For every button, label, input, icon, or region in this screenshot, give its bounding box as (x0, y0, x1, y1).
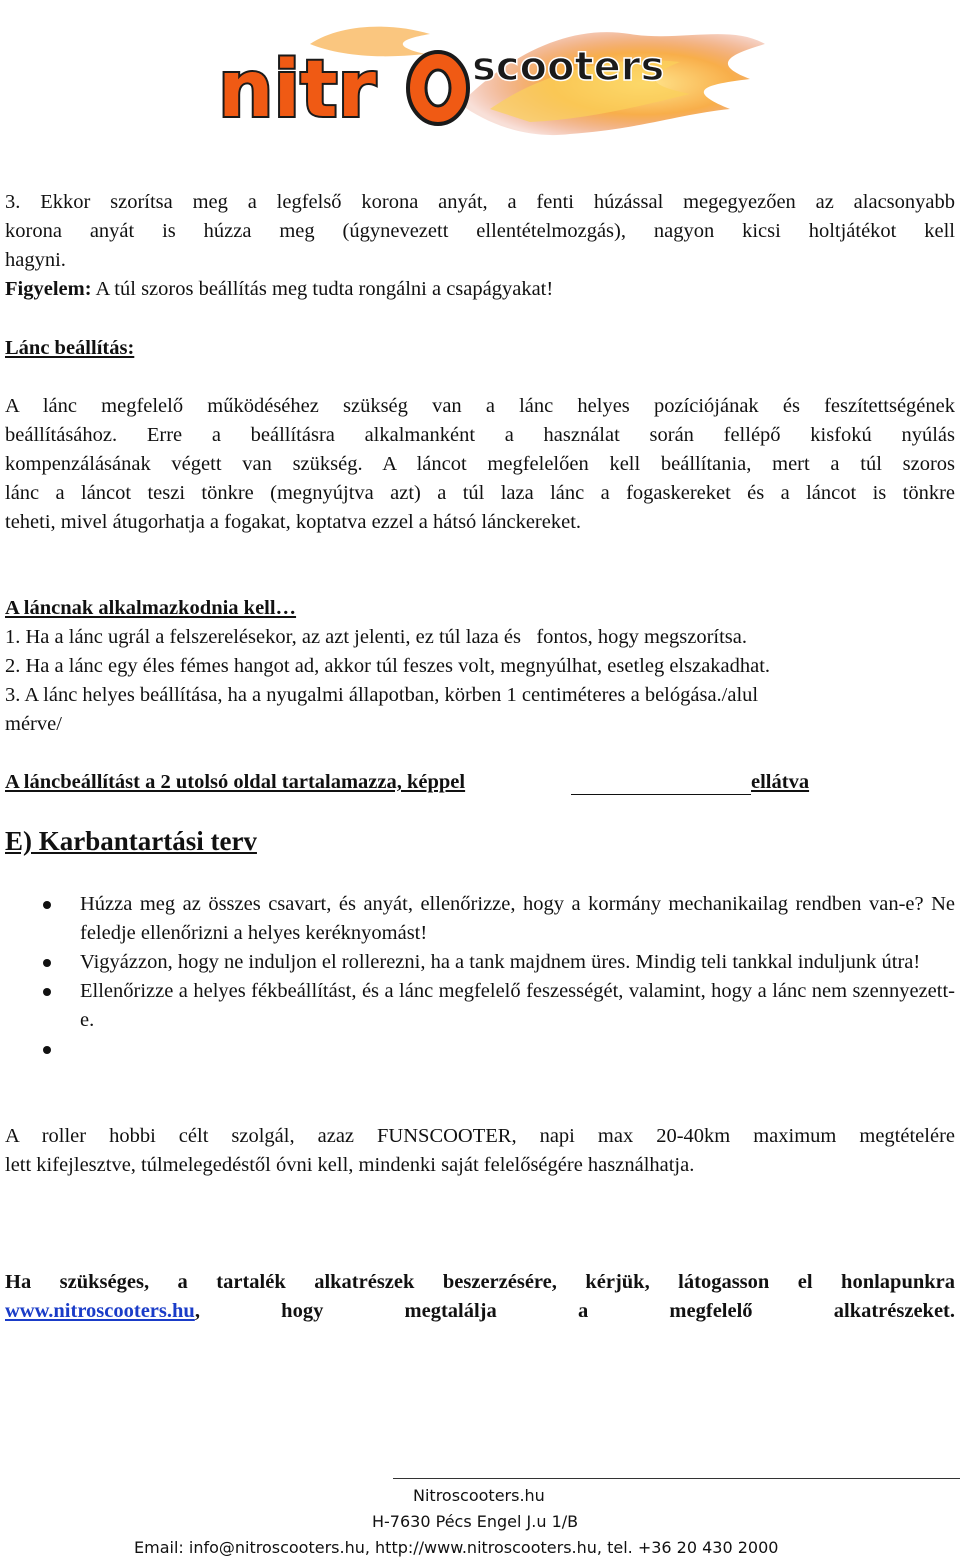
section-3 (5, 188, 955, 304)
adapt-heading: A láncnak alkalmazkodnia kell… (5, 597, 297, 619)
maintenance-list (5, 890, 955, 1064)
cta-line-2-rest: , hogy megtalálja a megfelelő alkatrészeket. (194, 1300, 955, 1322)
website-link[interactable]: www.nitroscooters.hu (5, 1300, 195, 1322)
cta (5, 1268, 955, 1326)
list-item (5, 1035, 955, 1064)
disclaimer (5, 1122, 955, 1180)
list-item: Ellenőrizze a helyes fékbeállítást, és a lánc megfelelő feszességét, valamint, hogy a lánc nem szennyezett-e. (5, 977, 955, 1035)
section-3-line-1: 3. Ekkor szorítsa meg a legfelső korona anyát, a fenti húzással megegyezően az alacsonyabb (5, 191, 955, 213)
footer-name: Nitroscooters.hu (413, 1486, 545, 1505)
section-3-line-3: hagyni. (5, 249, 66, 271)
chain-paragraph (5, 392, 955, 537)
footer-rule (393, 1478, 960, 1479)
bullet-icon (43, 1046, 51, 1054)
warning-label: Figyelem: (5, 278, 92, 300)
chain-note-right: ellátva (751, 771, 810, 793)
nitroscooters-logo (210, 14, 770, 154)
underline-gap (571, 794, 751, 795)
footer-address: H-7630 Pécs Engel J.u 1/B (372, 1512, 579, 1531)
cta-line-1: Ha szükséges, a tartalék alkatrészek beszerzésére, kérjük, látogasson el honlapunkra (5, 1271, 955, 1293)
chain-heading (5, 334, 955, 363)
disclaimer-line-1: A roller hobbi célt szolgál, azaz FUNSCOOTER, napi max 20-40km maximum megtételére (5, 1125, 955, 1147)
chain-line: kompenzálásának végett van szükség. A láncot megfelelően kell beállítania, mert a túl szoros (5, 453, 955, 475)
chain-line: teheti, mivel átugorhatja a fogakat, koptatva ezzel a hátsó lánckereket. (5, 511, 582, 533)
chain-line: A lánc megfelelő működéséhez szükség van a lánc helyes pozíciójának és feszítettségének (5, 395, 955, 417)
adapt-item: 1. Ha a lánc ugrál a felszerelésekor, az azt jelenti, ez túl laza és fontos, hogy megszorítsa. (5, 626, 747, 648)
warning-text: A túl szoros beállítás meg tudta rongálni a csapágyakat! (91, 278, 554, 300)
bullet-icon (43, 901, 51, 909)
chain-line: lánc a láncot teszi tönkre (megnyújtva azt) a túl laza lánc a fogaskereket és a láncot is tönkre (5, 482, 955, 504)
svg-text:scooters: scooters (472, 44, 665, 90)
disclaimer-line-2: lett kifejlesztve, túlmelegedéstől óvni kell, mindenki saját felelőségére használhatja. (5, 1154, 695, 1176)
chain-heading-text: Lánc beállítás: (5, 337, 135, 359)
maintenance-heading: E) Karbantartási terv (5, 826, 257, 856)
footer-contact: Email: info@nitroscooters.hu, http://www.nitroscooters.hu, tel. +36 20 430 2000 (134, 1538, 779, 1557)
svg-text:nitr: nitr (218, 45, 377, 135)
chain-note-left: A láncbeállítást a 2 utolsó oldal tartalamazza, képpel (5, 771, 466, 793)
adapt-item: 3. A lánc helyes beállítása, ha a nyugalmi állapotban, körben 1 centiméteres a belógása./alul (5, 684, 759, 706)
adapt-section (5, 594, 955, 739)
cta-line-2 (5, 1297, 955, 1326)
chain-line: beállításához. Erre a beállításra alkalmanként a használat során fellépő kisfokú nyúlás (5, 424, 955, 446)
adapt-item: mérve/ (5, 713, 62, 735)
chain-note (5, 768, 955, 797)
section-3-line-2: korona anyát is húzza meg (úgynevezett ellentételmozgás), nagyon kicsi holtjátékot kell (5, 220, 955, 242)
bullet-icon (43, 959, 51, 967)
adapt-item: 2. Ha a lánc egy éles fémes hangot ad, akkor túl feszes volt, megnyúlhat, esetleg elszakadhat. (5, 655, 771, 677)
list-item: Vigyázzon, hogy ne induljon el rollerezni, ha a tank majdnem üres. Mindig teli tankkal induljunk útra! (5, 948, 955, 977)
bullet-icon (43, 988, 51, 996)
warning-line (5, 275, 955, 304)
list-item: Húzza meg az összes csavart, és anyát, ellenőrizze, hogy a kormány mechanikailag rendben van-e? Ne feledje ellenőrizni a helyes keréknyomást! (5, 890, 955, 948)
